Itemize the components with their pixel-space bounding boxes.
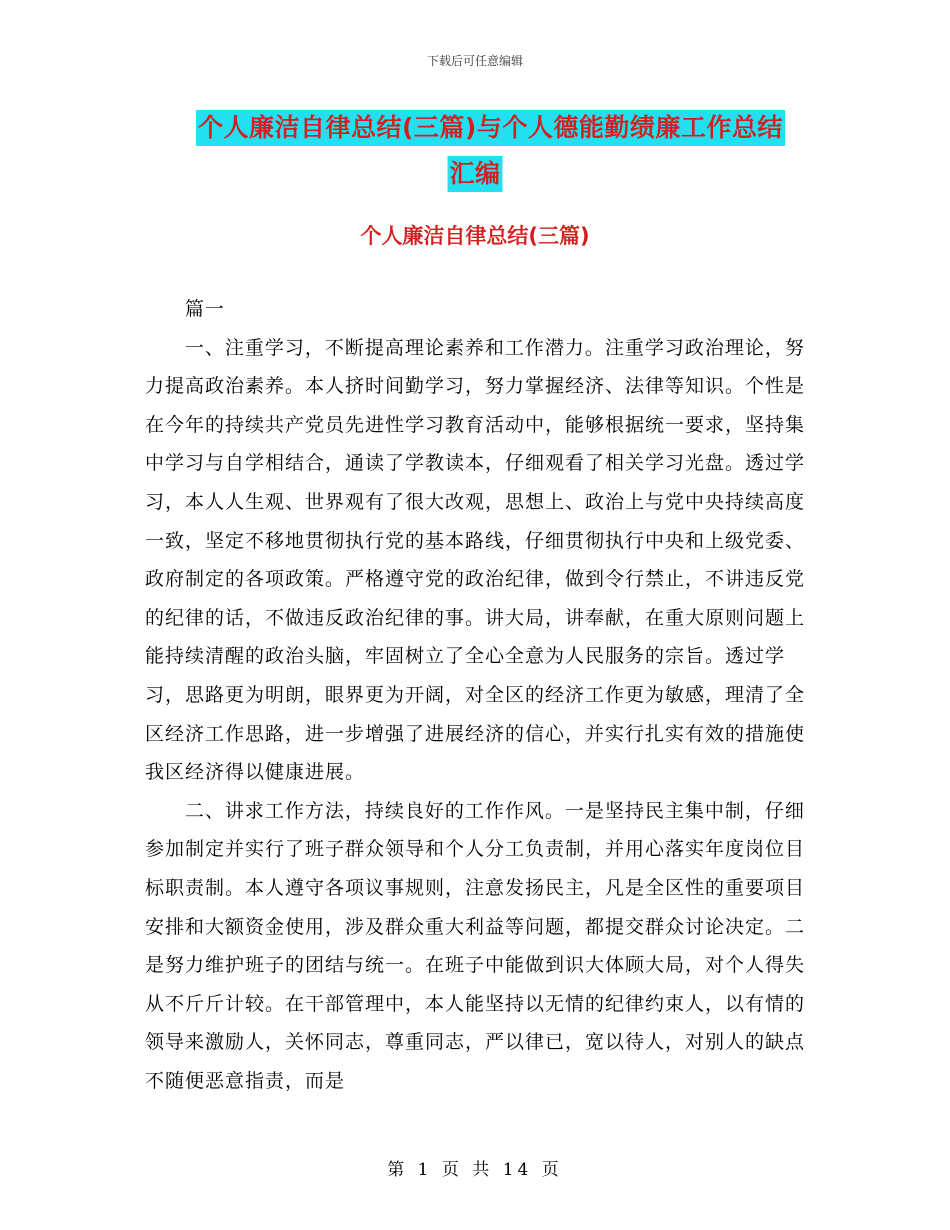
body-text [145, 290, 805, 1100]
section-subtitle: 个人廉洁自律总结(三篇) [360, 224, 590, 248]
title-line-1: 个人廉洁自律总结(三篇)与个人德能勤绩廉工作总结 [196, 110, 785, 146]
header-note: 下载后可任意编辑 [426, 54, 523, 68]
title-line-2: 汇编 [447, 156, 502, 192]
page-footer: 第 1 页 共 14 页 [387, 1160, 563, 1180]
paragraph: 二、讲求工作方法，持续良好的工作作风。一是坚持民主集中制，仔细参加制定并实行了班子群众领导和个人分工负责制，并用心落实年度岗位目标职责制。本人遵守各项议事规则，注意发扬民主，凡是全区性的重要项目安排和大额资金使用，涉及群众重大利益等问题，都提交群众讨论决定。二是努力维护班子的团结与统一。在班子中能做到识大体顾大局，对个人得失从不斤斤计较。在干部管理中，本人能坚持以无情的纪律约束人，以有情的领导来激励人，关怀同志，尊重同志，严以律已，宽以待人，对别人的缺点不随便恶意指责，而是 [145, 799, 806, 1092]
paragraph: 一、注重学习，不断提高理论素养和工作潜力。注重学习政治理论，努力提高政治素养。本人挤时间勤学习，努力掌握经济、法律等知识。个性是在今年的持续共产党员先进性学习教育活动中，能够根据统一要求，坚持集中学习与自学相结合，通读了学教读本，仔细观看了相关学习光盘。透过学习，本人人生观、世界观有了很大改观，思想上、政治上与党中央持续高度一致，坚定不移地贯彻执行党的基本路线，仔细贯彻执行中央和上级党委、政府制定的各项政策。严格遵守党的政治纪律，做到令行禁止，不讲违反党的纪律的话，不做违反政治纪律的事。讲大局，讲奉献，在重大原则问题上能持续清醒的政治头脑，牢固树立了全心全意为人民服务的宗旨。透过学习，思路更为明朗，眼界更为开阔，对全区的经济工作更为敏感，理清了全区经济工作思路，进一步增强了进展经济的信心，并实行扎实有效的措施使我区经济得以健康进展。 [145, 336, 806, 784]
paragraph-heading: 篇一 [184, 298, 225, 320]
